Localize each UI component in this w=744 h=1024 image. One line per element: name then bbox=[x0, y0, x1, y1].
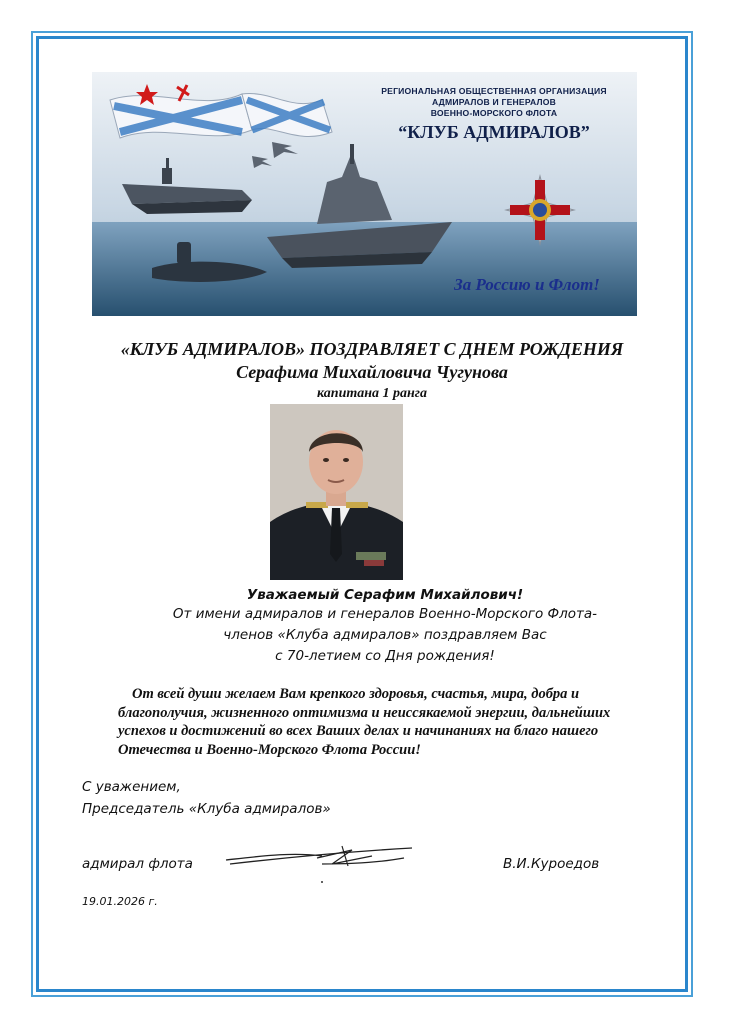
header-banner bbox=[92, 72, 637, 316]
motto: За Россию и Флот! bbox=[454, 275, 600, 294]
signer-name: В.И.Куроедов bbox=[503, 856, 600, 872]
org-line-2: АДМИРАЛОВ И ГЕНЕРАЛОВ bbox=[431, 97, 557, 107]
org-line-3: ВОЕННО-МОРСКОГО ФЛОТА bbox=[430, 108, 558, 118]
organization-name-block bbox=[354, 86, 634, 143]
congratulation-title: «КЛУБ АДМИРАЛОВ» ПОЗДРАВЛЯЕТ С ДНЕМ РОЖДЕНИЯ bbox=[120, 339, 624, 359]
org-line-1: РЕГИОНАЛЬНАЯ ОБЩЕСТВЕННАЯ ОРГАНИЗАЦИЯ bbox=[381, 86, 607, 96]
wish-line-2: благополучия, жизненного оптимизма и неиссякаемой энергии, дальнейших bbox=[118, 704, 611, 721]
chairman-position: Председатель «Клуба адмиралов» bbox=[82, 801, 331, 817]
org-name: “КЛУБ АДМИРАЛОВ” bbox=[398, 122, 590, 142]
wish-line-4: Отечества и Военно-Морского Флота России! bbox=[118, 741, 421, 758]
wishes-paragraph bbox=[118, 685, 638, 759]
document-date: 19.01.2026 г. bbox=[82, 895, 158, 908]
salutation-text: Уважаемый Серафим Михайлович! bbox=[246, 587, 524, 603]
wish-line-1: От всей души желаем Вам крепкого здоровья, счастья, мира, добра и bbox=[132, 686, 580, 702]
handwritten-signature bbox=[222, 838, 422, 888]
greeting-line-1: От имени адмиралов и генералов Военно-Морского Флота- bbox=[172, 606, 598, 622]
recipient-photo bbox=[270, 404, 403, 580]
greeting-line-3: с 70-летием со Дня рождения! bbox=[275, 648, 495, 664]
regards-text: С уважением, bbox=[82, 779, 181, 795]
greeting-line-2: членов «Клуба адмиралов» поздравляем Вас bbox=[223, 627, 547, 643]
recipient-rank: капитана 1 ранга bbox=[317, 386, 427, 401]
recipient-name: Серафима Михайловича Чугунова bbox=[236, 362, 508, 382]
signer-title: адмирал флота bbox=[82, 856, 193, 872]
portrait-image bbox=[270, 404, 403, 580]
wish-line-3: успехов и достижений во всех Ваших делах и начинаниях на благо нашего bbox=[118, 723, 599, 739]
greeting-salutation bbox=[100, 586, 670, 605]
